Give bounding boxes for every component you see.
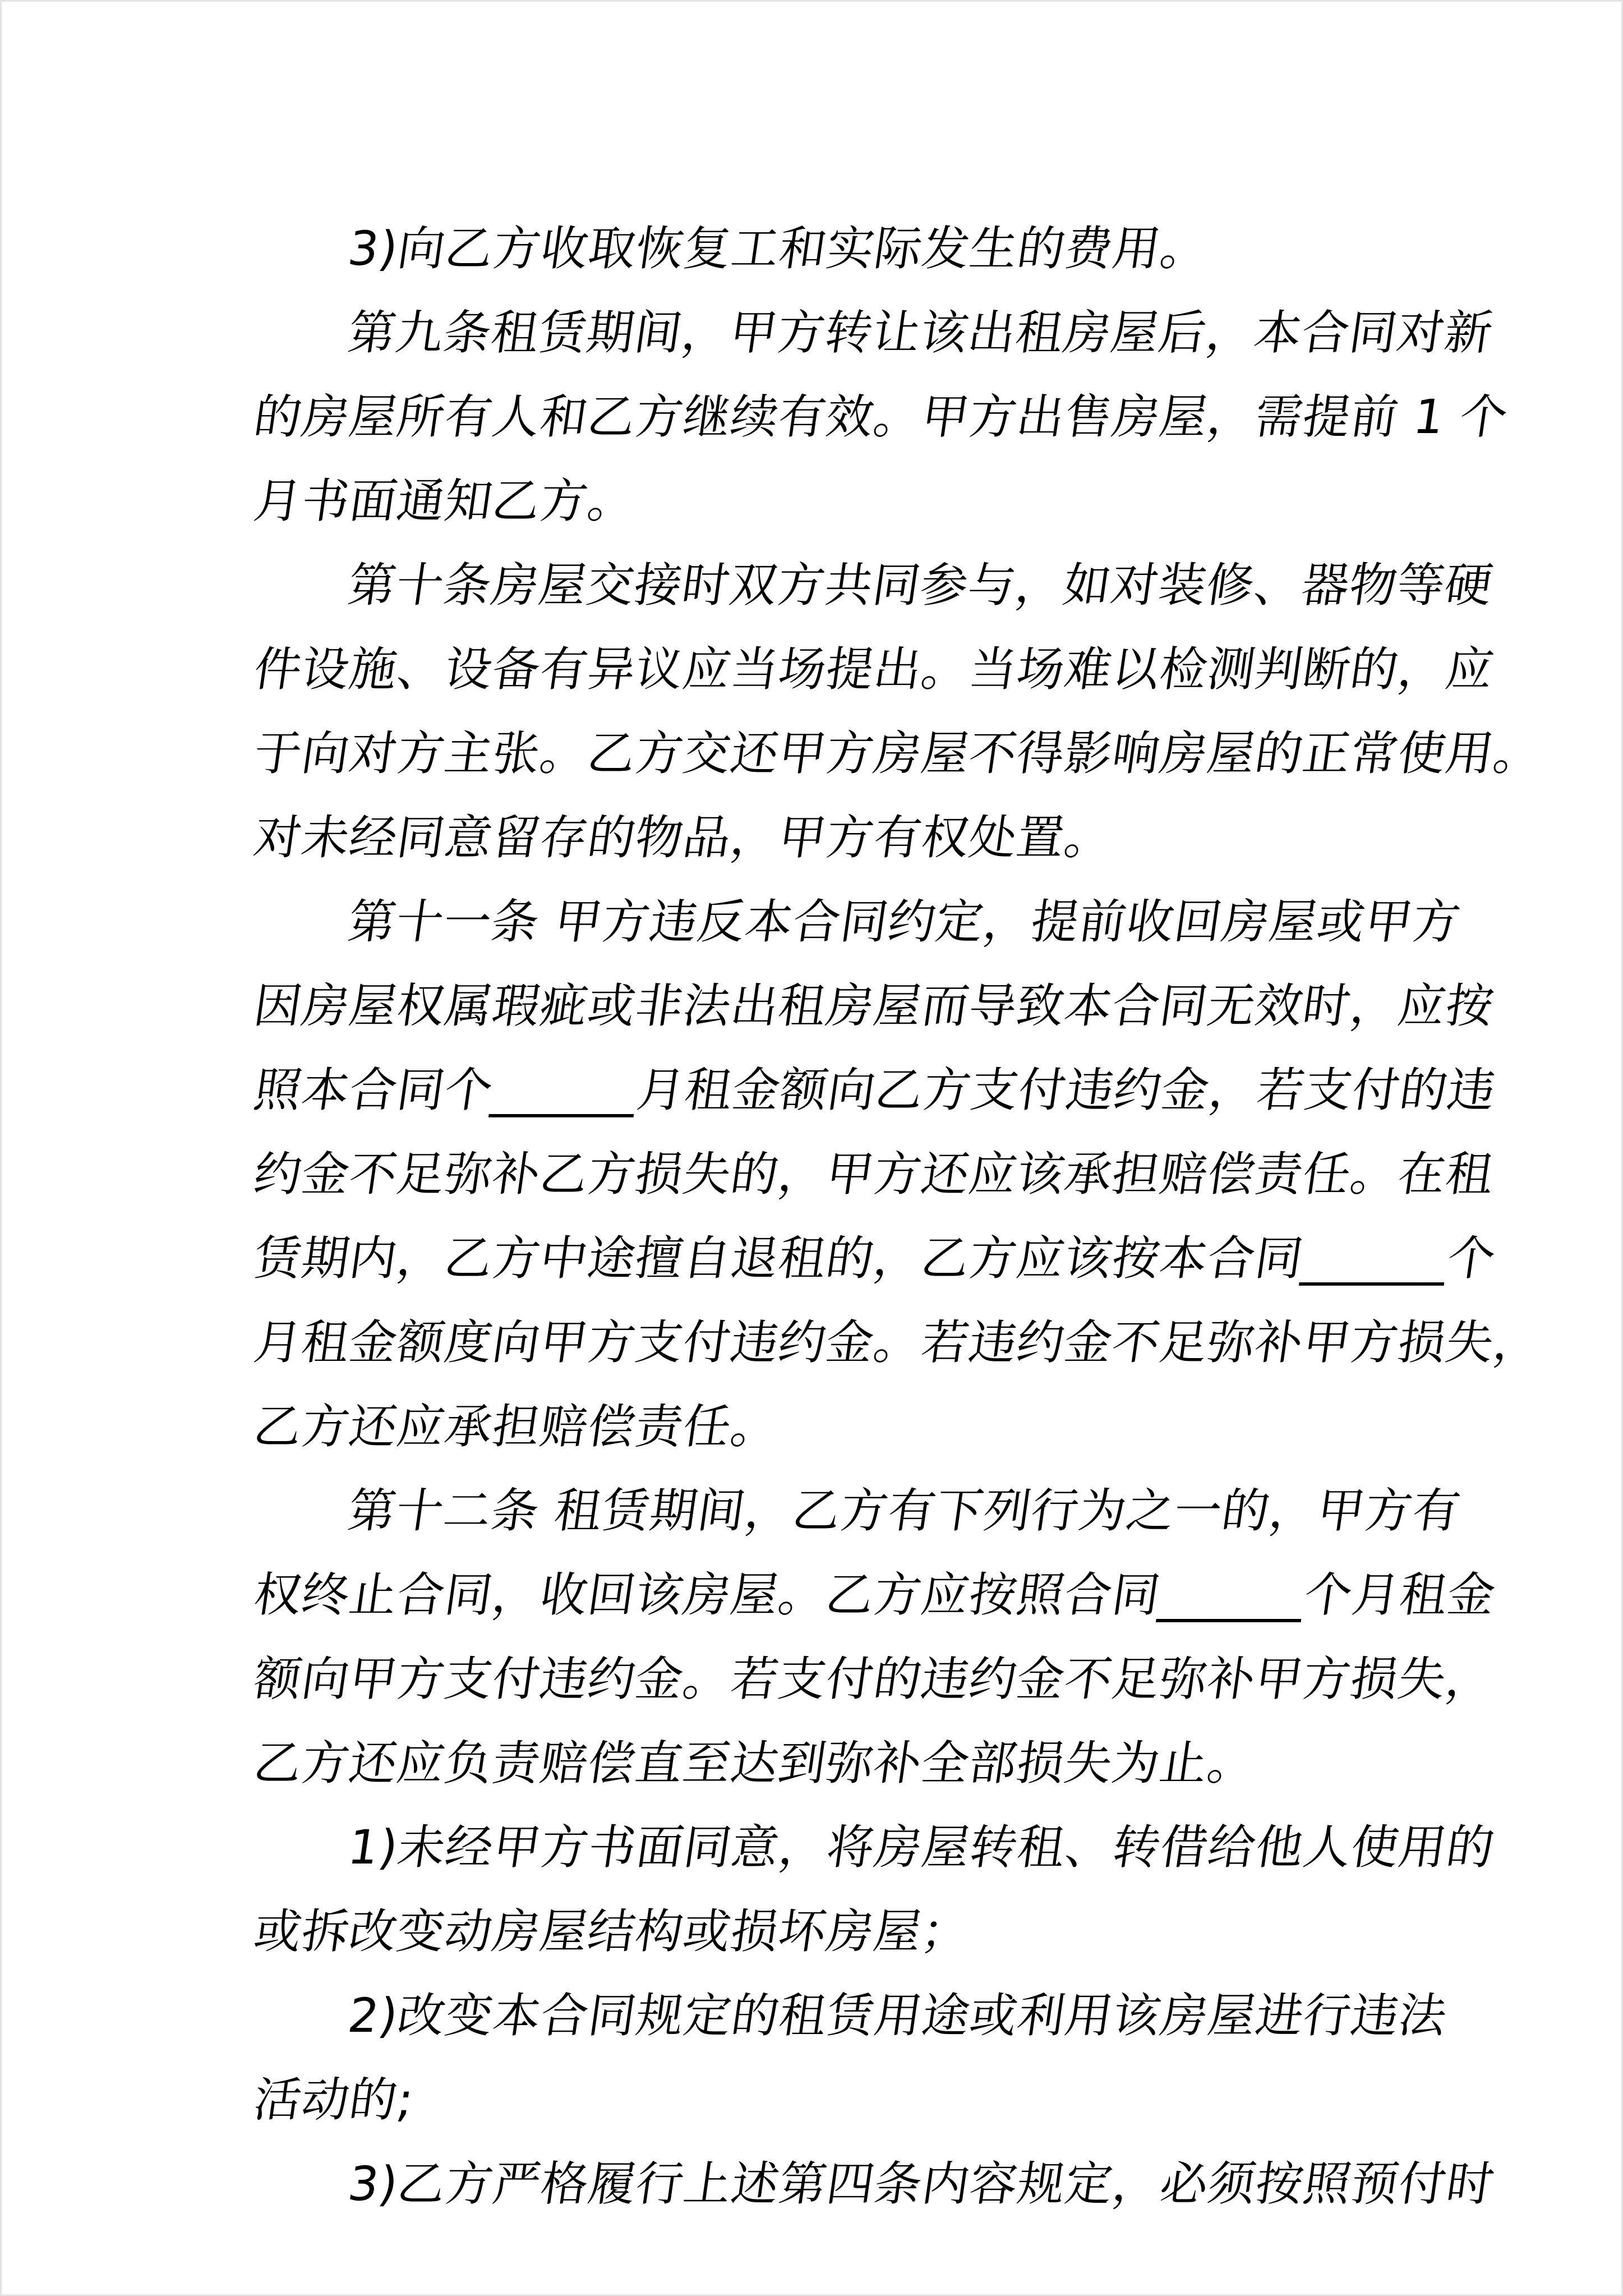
contract-line: 月租金额度向甲方支付违约金。若违约金不足弥补甲方损失， xyxy=(250,1315,1546,1370)
contract-line: 权终止合同，收回该房屋。乙方应按照合同______个月租金 xyxy=(250,1567,1500,1622)
contract-line: 第九条租赁期间，甲方转让该出租房屋后，本合同对新 xyxy=(344,305,1497,360)
contract-line: 2)改变本合同规定的租赁用途或利用该房屋进行违法 xyxy=(344,1988,1451,2043)
contract-line: 的房屋所有人和乙方继续有效。甲方出售房屋，需提前 1 个 xyxy=(250,389,1512,444)
contract-line: 1)未经甲方书面同意，将房屋转租、转借给他人使用的 xyxy=(344,1820,1498,1875)
contract-line: 或拆改变动房屋结构或损坏房屋； xyxy=(250,1904,974,1959)
contract-line: 照本合同个______月租金额向乙方支付违约金，若支付的违 xyxy=(250,1062,1500,1117)
contract-line: 乙方还应负责赔偿直至达到弥补全部损失为止。 xyxy=(250,1736,1260,1791)
contract-line: 3)向乙方收取恢复工和实际发生的费用。 xyxy=(344,221,1212,276)
contract-line: 月书面通知乙方。 xyxy=(250,473,640,528)
contract-line: 乙方还应承担赔偿责任。 xyxy=(250,1399,783,1454)
contract-line: 约金不足弥补乙方损失的，甲方还应该承担赔偿责任。在租 xyxy=(250,1147,1498,1202)
contract-line: 赁期内，乙方中途擅自退租的，乙方应该按本合同______个 xyxy=(250,1231,1500,1286)
contract-line: 额向甲方支付违约金。若支付的违约金不足弥补甲方损失， xyxy=(250,1651,1498,1706)
contract-text-block xyxy=(248,206,1546,2226)
contract-line: 第十条房屋交接时双方共同参与，如对装修、器物等硬 xyxy=(344,558,1497,613)
contract-line: 活动的; xyxy=(250,2072,418,2127)
contract-line: 因房屋权属瑕疵或非法出租房屋而导致本合同无效时，应按 xyxy=(250,978,1498,1033)
contract-line: 3)乙方严格履行上述第四条内容规定，必须按照预付时 xyxy=(344,2156,1498,2211)
contract-line: 件设施、设备有异议应当场提出。当场难以检测判断的，应 xyxy=(250,642,1498,697)
contract-line: 第十二条 租赁期间，乙方有下列行为之一的，甲方有 xyxy=(344,1483,1465,1538)
contract-line: 第十一条 甲方违反本合同约定，提前收回房屋或甲方 xyxy=(344,894,1465,949)
contract-line: 对未经同意留存的物品，甲方有权处置。 xyxy=(250,810,1117,865)
contract-line: 于向对方主张。乙方交还甲方房屋不得影响房屋的正常使用。 xyxy=(250,726,1546,781)
